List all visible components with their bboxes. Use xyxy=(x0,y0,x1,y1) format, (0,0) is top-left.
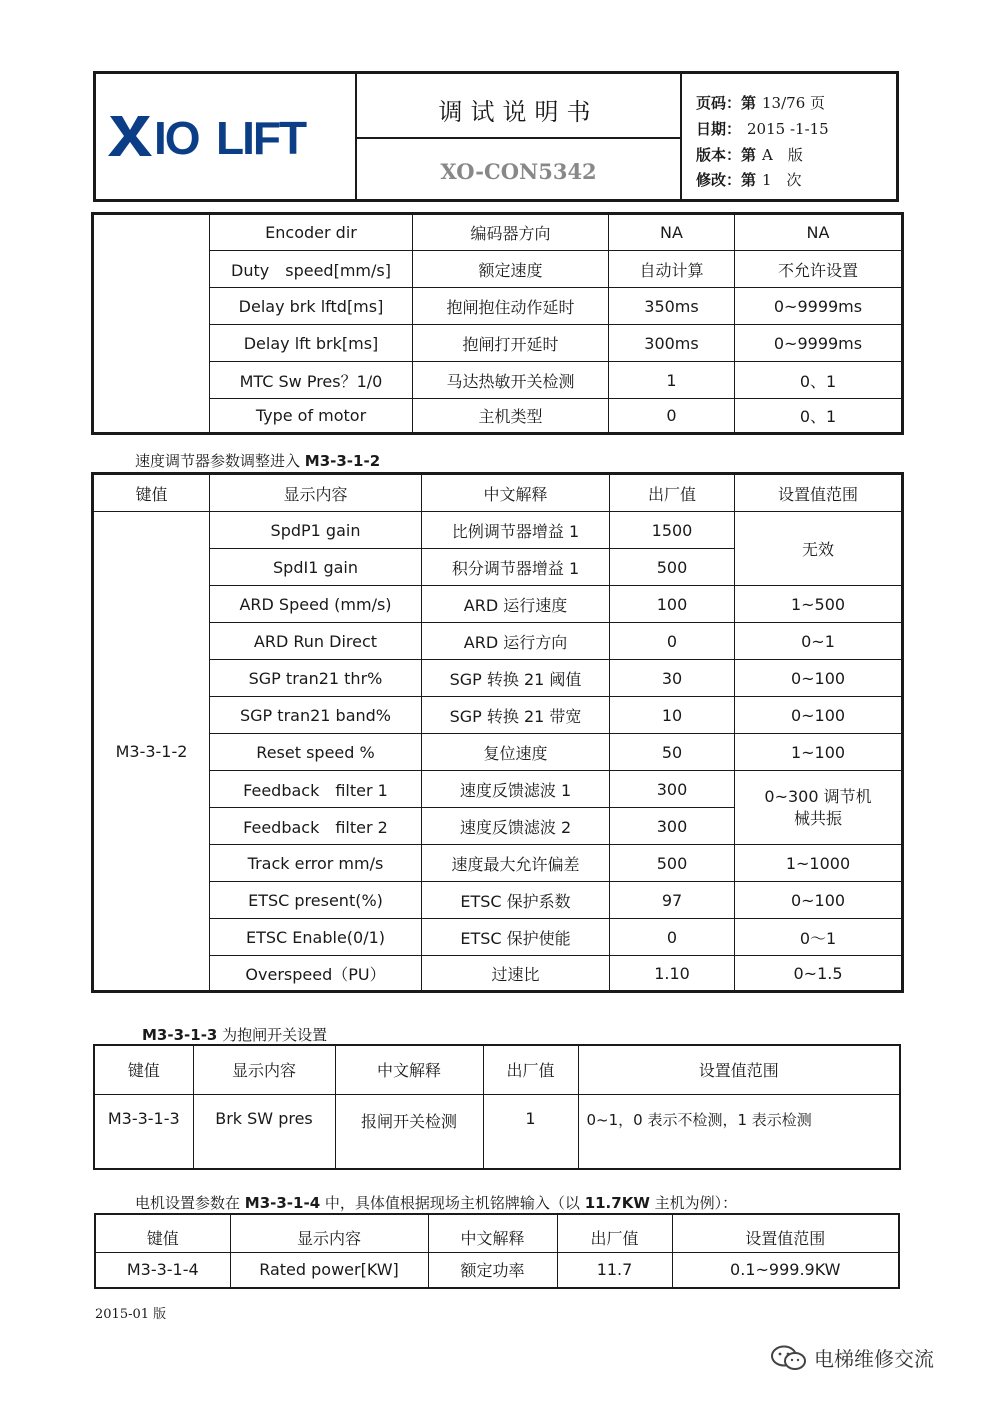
watermark xyxy=(770,1343,934,1372)
cell: 0~9999ms xyxy=(735,288,903,325)
table-row xyxy=(93,882,903,919)
cell: SGP 转换 21 阈值 xyxy=(422,660,610,697)
cell: M3-3-1-3 xyxy=(94,1094,193,1169)
cell: 1 xyxy=(609,362,735,399)
doc-code: XO-CON5342 xyxy=(440,159,597,184)
cell: 1.10 xyxy=(610,956,735,992)
cell: ETSC Enable(0/1) xyxy=(210,919,422,956)
cell: SGP tran21 band% xyxy=(210,697,422,734)
cell: 无效 xyxy=(735,512,903,586)
cell: 1~500 xyxy=(735,586,903,623)
table-row xyxy=(93,919,903,956)
table-row xyxy=(93,325,903,362)
cell: 抱闸抱住动作延时 xyxy=(413,288,609,325)
doc-title: 调试说明书 xyxy=(438,98,599,126)
cell: 30 xyxy=(610,660,735,697)
range-line: 械共振 xyxy=(793,808,842,828)
cell: 额定功率 xyxy=(428,1252,557,1288)
cell: 0、1 xyxy=(735,362,903,399)
table-row xyxy=(93,956,903,992)
cell: 0 xyxy=(609,399,735,434)
cell: 10 xyxy=(610,697,735,734)
cell: 主机类型 xyxy=(413,399,609,434)
key-cell xyxy=(93,214,210,434)
header-cell: 出厂值 xyxy=(610,474,735,512)
table-row xyxy=(93,845,903,882)
cell: 0 xyxy=(610,919,735,956)
section-caption: 速度调节器参数调整进入 M3-3-1-2 xyxy=(135,452,381,470)
cell: ARD 运行方向 xyxy=(422,623,610,660)
cell: 0~100 xyxy=(735,697,903,734)
cell: 0~100 xyxy=(735,882,903,919)
table-row xyxy=(93,399,903,434)
header-cell: 键值 xyxy=(94,1045,193,1094)
document-header xyxy=(93,71,899,202)
cell: 97 xyxy=(610,882,735,919)
cell: 0~9999ms xyxy=(735,325,903,362)
cell: Feedback filter 2 xyxy=(210,808,422,845)
svg-text:IO: IO xyxy=(154,112,199,160)
table-row xyxy=(93,623,903,660)
cell: Reset speed % xyxy=(210,734,422,771)
table-row xyxy=(93,660,903,697)
cell: 积分调节器增益 1 xyxy=(422,549,610,586)
cell: 0~1，0 表示不检测，1 表示检测 xyxy=(578,1094,900,1169)
revision: 修改：第 1 次 xyxy=(696,171,802,189)
cell: 300 xyxy=(610,771,735,808)
table-row xyxy=(93,214,903,251)
cell: 编码器方向 xyxy=(413,214,609,251)
cell: SGP tran21 thr% xyxy=(210,660,422,697)
header-cell: 设置值范围 xyxy=(672,1214,899,1252)
header-cell: 中文解释 xyxy=(335,1045,483,1094)
table-row xyxy=(93,771,903,808)
cell: 1~100 xyxy=(735,734,903,771)
header-cell: 显示内容 xyxy=(193,1045,335,1094)
wechat-icon xyxy=(770,1344,808,1372)
cell: 复位速度 xyxy=(422,734,610,771)
cell: 1~1000 xyxy=(735,845,903,882)
cell: ETSC 保护系数 xyxy=(422,882,610,919)
cell: 速度反馈滤波 1 xyxy=(422,771,610,808)
cell: 比例调节器增益 1 xyxy=(422,512,610,549)
cell: ARD Speed (mm/s) xyxy=(210,586,422,623)
cell: M3-3-1-4 xyxy=(95,1252,230,1288)
xiolift-logo xyxy=(108,110,338,160)
cell: 抱闸打开延时 xyxy=(413,325,609,362)
table-row xyxy=(93,697,903,734)
speed-regulator-table xyxy=(91,472,904,993)
header-cell: 设置值范围 xyxy=(735,474,903,512)
footer-version: 2015-01 版 xyxy=(95,1307,167,1322)
cell: 自动计算 xyxy=(609,251,735,288)
cell: 0~1 xyxy=(735,623,903,660)
cell: 0、1 xyxy=(735,399,903,434)
header-cell: 出厂值 xyxy=(557,1214,672,1252)
section-caption: 电机设置参数在 M3-3-1-4 中，具体值根据现场主机铭牌输入（以 11.7KW 主机为例）： xyxy=(135,1194,738,1212)
motor-setting-table xyxy=(94,1213,900,1289)
table-row xyxy=(93,362,903,399)
cell: 300 xyxy=(610,808,735,845)
cell xyxy=(735,771,903,845)
header-cell: 设置值范围 xyxy=(578,1045,900,1094)
header-cell: 显示内容 xyxy=(230,1214,428,1252)
brake-switch-table xyxy=(93,1044,901,1170)
cell: 0~100 xyxy=(735,660,903,697)
header-cell: 出厂值 xyxy=(483,1045,578,1094)
cell: Delay brk lftd[ms] xyxy=(210,288,413,325)
header-cell: 键值 xyxy=(93,474,210,512)
cell: Feedback filter 1 xyxy=(210,771,422,808)
cell: 速度最大允许偏差 xyxy=(422,845,610,882)
cell: Track error mm/s xyxy=(210,845,422,882)
cell: 0 xyxy=(610,623,735,660)
cell: ETSC 保护使能 xyxy=(422,919,610,956)
version: 版本：第 A 版 xyxy=(696,146,803,164)
cell: 500 xyxy=(610,845,735,882)
header-cell: 中文解释 xyxy=(428,1214,557,1252)
cell: 0.1~999.9KW xyxy=(672,1252,899,1288)
cell: 额定速度 xyxy=(413,251,609,288)
cell: Overspeed（PU） xyxy=(210,956,422,992)
date: 日期： 2015 -1-15 xyxy=(696,120,829,138)
cell: 11.7 xyxy=(557,1252,672,1288)
table-header-row xyxy=(95,1214,899,1252)
cell: 马达热敏开关检测 xyxy=(413,362,609,399)
cell: ARD 运行速度 xyxy=(422,586,610,623)
cell: 报闸开关检测 xyxy=(335,1094,483,1169)
table-header-row xyxy=(93,474,903,512)
cell: Encoder dir xyxy=(210,214,413,251)
table-row xyxy=(93,512,903,549)
key-cell: M3-3-1-2 xyxy=(93,512,210,992)
cell: 500 xyxy=(610,549,735,586)
header-cell: 显示内容 xyxy=(210,474,422,512)
cell: 100 xyxy=(610,586,735,623)
table-header-row xyxy=(94,1045,900,1094)
header-cell: 键值 xyxy=(95,1214,230,1252)
cell: 0～1 xyxy=(735,919,903,956)
cell: 1 xyxy=(483,1094,578,1169)
cell: 不允许设置 xyxy=(735,251,903,288)
cell: Brk SW pres xyxy=(193,1094,335,1169)
cell: ETSC present(%) xyxy=(210,882,422,919)
cell: Rated power[KW] xyxy=(230,1252,428,1288)
cell: SpdP1 gain xyxy=(210,512,422,549)
table-row xyxy=(93,586,903,623)
table-row xyxy=(93,288,903,325)
cell: NA xyxy=(609,214,735,251)
cell: SGP 转换 21 带宽 xyxy=(422,697,610,734)
table-row xyxy=(93,251,903,288)
cell: Type of motor xyxy=(210,399,413,434)
cell: NA xyxy=(735,214,903,251)
section-caption: M3-3-1-3 为抱闸开关设置 xyxy=(142,1026,328,1044)
table-row xyxy=(95,1252,899,1288)
page-number: 页码：第 13/76 页 xyxy=(696,94,826,112)
table-row xyxy=(93,734,903,771)
cell: 50 xyxy=(610,734,735,771)
cell: 速度反馈滤波 2 xyxy=(422,808,610,845)
cell: 过速比 xyxy=(422,956,610,992)
cell: MTC Sw Pres？1/0 xyxy=(210,362,413,399)
cell: 300ms xyxy=(609,325,735,362)
motor-params-table xyxy=(91,212,904,435)
table-row xyxy=(94,1094,900,1169)
cell: ARD Run Direct xyxy=(210,623,422,660)
cell: SpdI1 gain xyxy=(210,549,422,586)
header-cell: 中文解释 xyxy=(422,474,610,512)
cell: 1500 xyxy=(610,512,735,549)
header-divider xyxy=(357,137,680,139)
cell: Delay lft brk[ms] xyxy=(210,325,413,362)
cell: 0~1.5 xyxy=(735,956,903,992)
svg-text:LIFT: LIFT xyxy=(216,112,306,160)
range-line: 0~300 调节机 xyxy=(764,786,872,806)
cell: 350ms xyxy=(609,288,735,325)
cell: Duty speed[mm/s] xyxy=(210,251,413,288)
header-divider xyxy=(680,74,682,199)
watermark-text: 电梯维修交流 xyxy=(814,1347,934,1371)
